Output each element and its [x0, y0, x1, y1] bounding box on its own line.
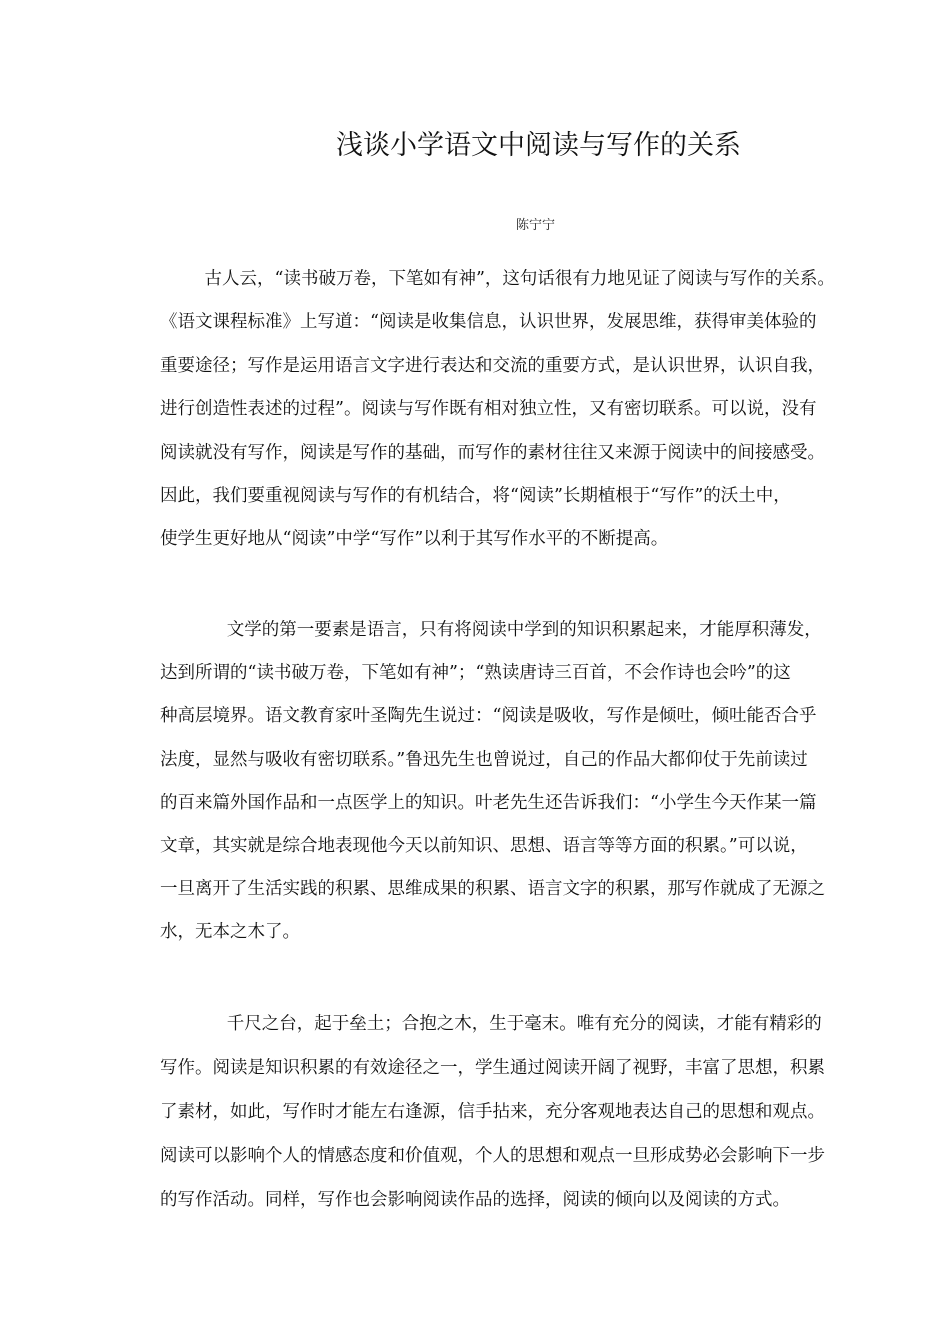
text-line: 《语文课程标准》上写道：“阅读是收集信息，认识世界，发展思维，获得审美体验的 — [160, 312, 817, 333]
text-line: 一旦离开了生活实践的积累、思维成果的积累、语言文字的积累，那写作就成了无源之 — [160, 879, 825, 900]
text-line: 文学的第一要素是语言，只有将阅读中学到的知识积累起来，才能厚积薄发， — [160, 620, 822, 640]
text-line: 种高层境界。语文教育家叶圣陶先生说过：“阅读是吸收，写作是倾吐，倾吐能否合乎 — [160, 706, 817, 727]
paragraph-2 — [160, 609, 890, 955]
text-line: 古人云，“读书破万卷，下笔如有神”，这句话很有力地见证了阅读与写作的关系。 — [160, 269, 835, 289]
text-line: 的写作活动。同样，写作也会影响阅读作品的选择，阅读的倾向以及阅读的方式。 — [160, 1190, 790, 1210]
text-line: 的百来篇外国作品和一点医学上的知识。叶老先生还告诉我们：“小学生今天作某一篇 — [160, 792, 817, 813]
paragraph-3 — [160, 1002, 890, 1222]
author-name: 陈宁宁 — [516, 218, 556, 233]
text-line: 千尺之台，起于垒土；合抱之木，生于毫末。唯有充分的阅读，才能有精彩的 — [160, 1014, 822, 1034]
text-line: 文章，其实就是综合地表现他今天以前知识、思想、语言等等方面的积累。”可以说， — [160, 835, 808, 856]
text-line: 阅读可以影响个人的情感态度和价值观，个人的思想和观点一旦形成势必会影响下一步 — [160, 1146, 825, 1166]
text-line: 了素材，如此，写作时才能左右逢源，信手拈来，充分客观地表达自己的思想和观点。 — [160, 1102, 825, 1122]
text-line: 进行创造性表述的过程”。阅读与写作既有相对独立性，又有密切联系。可以说，没有 — [160, 399, 817, 420]
paragraph-1 — [160, 258, 890, 562]
text-line: 重要途径；写作是运用语言文字进行表达和交流的重要方式，是认识世界，认识自我， — [160, 355, 825, 376]
text-line: 水，无本之木了。 — [160, 922, 300, 943]
text-line: 达到所谓的“读书破万卷，下笔如有神”；“熟读唐诗三百首，不会作诗也会吟”的这 — [160, 663, 791, 684]
text-line: 阅读就没有写作，阅读是写作的基础，而写作的素材往往又来源于阅读中的间接感受。 — [160, 442, 825, 463]
text-line: 因此，我们要重视阅读与写作的有机结合，将“阅读”长期植根于“写作”的沃土中， — [160, 485, 791, 506]
text-line: 法度，显然与吸收有密切联系。”鲁迅先生也曾说过，自己的作品大都仰仗于先前读过 — [160, 749, 808, 770]
text-line: 使学生更好地从“阅读”中学“写作”以利于其写作水平的不断提高。 — [160, 529, 669, 550]
text-line: 写作。阅读是知识积累的有效途径之一，学生通过阅读开阔了视野，丰富了思想，积累 — [160, 1058, 825, 1078]
document-title: 浅谈小学语文中阅读与写作的关系 — [336, 130, 741, 161]
